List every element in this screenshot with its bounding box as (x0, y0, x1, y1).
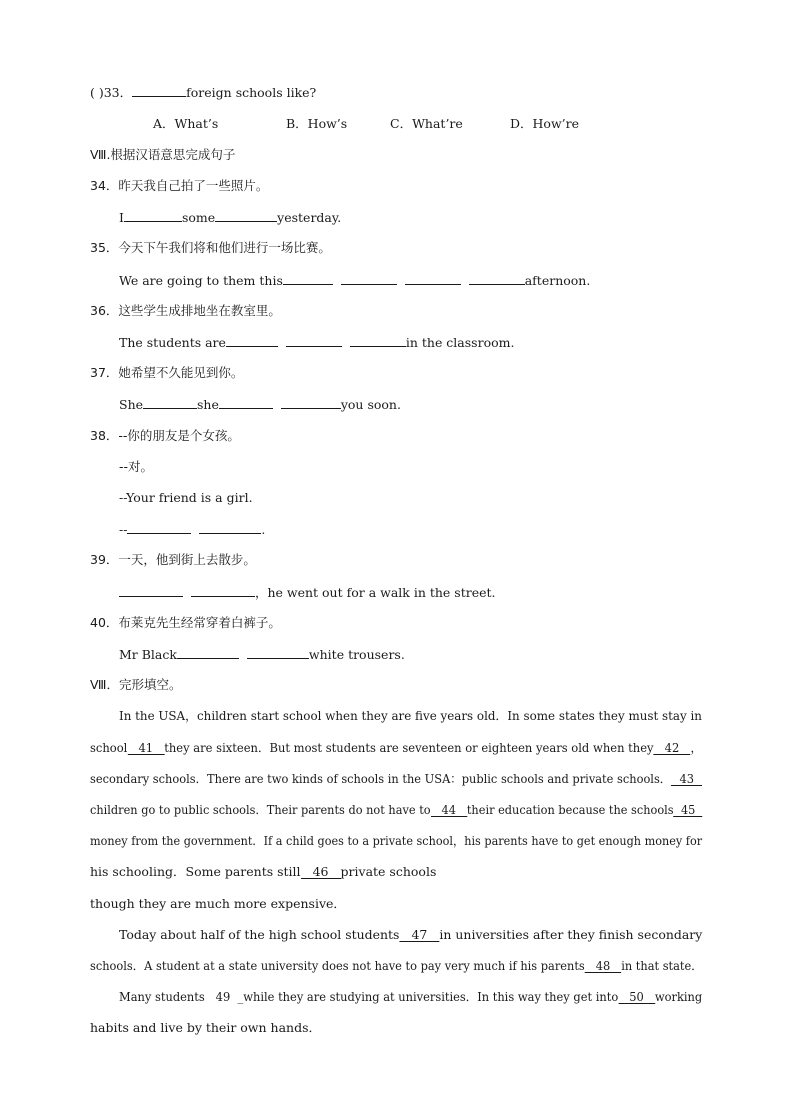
answer-blank (124, 209, 182, 222)
question-37-chinese: 37．她希望不久能见到你。 (90, 365, 244, 380)
question-38-english: --Your friend is a girl. (119, 490, 253, 505)
answer-blank (286, 334, 342, 347)
question-40-chinese: 40．布莱克先生经常穿着白裤子。 (90, 615, 281, 630)
cloze-blank-42: 42 (654, 742, 691, 755)
cloze-blank-44: 44 (431, 804, 467, 817)
answer-blank (199, 521, 261, 534)
answer-blank (405, 272, 461, 285)
question-38-answer: -- . (119, 522, 266, 537)
answer-blank (341, 272, 397, 285)
passage-line-11: habits and live by their own hands． (90, 1020, 321, 1035)
passage-line-7: though they are much more expensive． (90, 896, 346, 911)
answer-blank (143, 396, 197, 409)
question-38-chinese: 38．--你的朋友是个女孩。 (90, 428, 240, 443)
answer-blank (177, 646, 239, 659)
passage-line-2: school 41 they are sixteen．But most students are seventeen or eighteen years old when they 42 ， (90, 740, 702, 755)
option-d: D．How’re (510, 116, 579, 131)
passage-line-9: schools．A student at a state university does not have to pay very much if his parents 48 in that state． (90, 958, 703, 973)
answer-blank (219, 396, 273, 409)
answer-blank (247, 646, 309, 659)
question-text: foreign schools like? (186, 85, 317, 100)
passage-line-1: In the USA，children start school when they are five years old．In some states they must stay in (119, 708, 702, 723)
passage-line-5: money from the government．If a child goes to a private school，his parents have to get enough money for (90, 833, 703, 848)
answer-blank (469, 272, 525, 285)
question-37-sentence: She she you soon. (119, 397, 401, 412)
passage-line-6: his schooling．Some parents still 46 private schools (90, 864, 437, 879)
answer-blank (283, 272, 333, 285)
cloze-blank-49: 49 (215, 989, 231, 1004)
question-35-sentence: We are going to them this afternoon. (119, 273, 591, 288)
section-heading-cloze: Ⅷ．完形填空。 (90, 677, 182, 692)
question-34-sentence: I some yesterday. (119, 210, 342, 225)
question-33 (90, 84, 316, 101)
answer-blank (119, 584, 183, 597)
question-39-sentence: ，he went out for a walk in the street. (119, 584, 496, 601)
option-b: B．How’s (286, 116, 348, 131)
question-number: 33． (103, 85, 133, 100)
passage-line-3: secondary schools．There are two kinds of schools in the USA：public schools and private schools． 43 (90, 771, 702, 787)
question-36-sentence: The students are in the classroom. (119, 335, 515, 350)
answer-blank (132, 84, 186, 97)
answer-blank (127, 521, 191, 534)
question-39-chinese: 39．一天，他到街上去散步。 (90, 552, 256, 567)
passage-line-4: children go to public schools．Their parents do not have to 44 their education because the schools 45 (90, 802, 703, 818)
option-a: A．What’s (153, 116, 219, 131)
cloze-blank-50: 50 (618, 991, 655, 1004)
question-40-sentence: Mr Black white trousers. (119, 647, 405, 662)
question-35-chinese: 35．今天下午我们将和他们进行一场比赛。 (90, 240, 331, 255)
cloze-blank-48: 48 (585, 960, 621, 973)
answer-blank (215, 209, 277, 222)
option-c: C．What’re (390, 116, 463, 131)
question-38-reply-chinese: --对。 (119, 459, 154, 474)
section-heading-translation: Ⅷ.根据汉语意思完成句子 (90, 147, 236, 162)
passage-line-10: Many students 49 _while they are studying at universities．In this way they get into 50 working (119, 989, 703, 1004)
question-34-chinese: 34．昨天我自己拍了一些照片。 (90, 178, 269, 193)
answer-blank (191, 584, 255, 597)
cloze-blank-43: 43 (671, 773, 702, 786)
cloze-blank-41: 41 (127, 742, 164, 755)
cloze-blank-45: 45 (674, 804, 703, 817)
answer-blank (226, 334, 278, 347)
passage-line-8: Today about half of the high school students 47 in universities after they finish secondary (119, 927, 703, 942)
question-36-chinese: 36．这些学生成排地坐在教室里。 (90, 303, 281, 318)
cloze-blank-47: 47 (399, 929, 439, 942)
cloze-blank-46: 46 (301, 866, 341, 879)
answer-blank (350, 334, 406, 347)
answer-bracket: ( ) (90, 85, 104, 100)
answer-blank (281, 396, 341, 409)
